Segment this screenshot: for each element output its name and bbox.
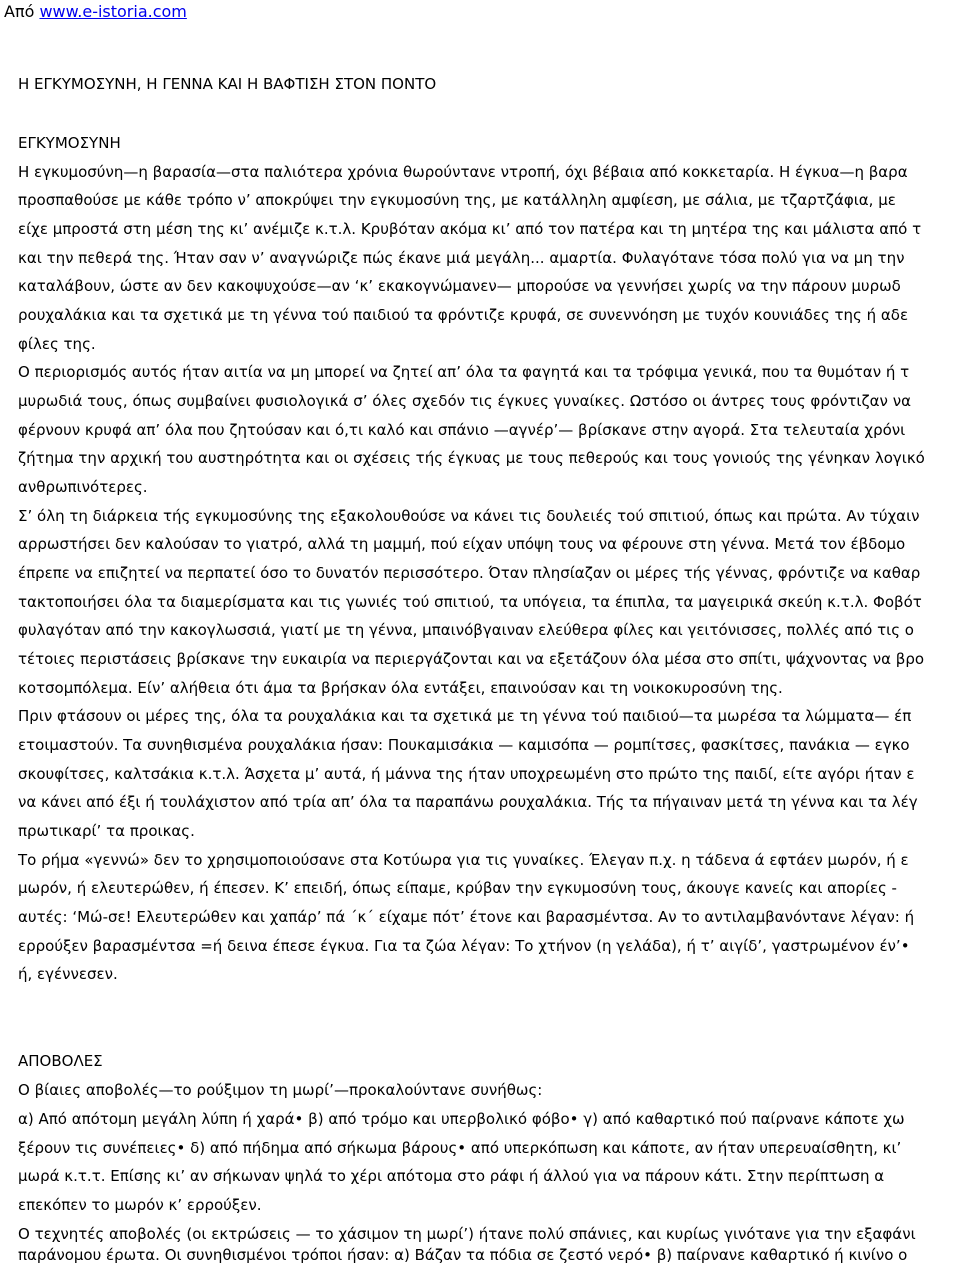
text-line: αρρωστήσει δεν καλούσαν το γιατρό, αλλά τη μαμμή, πού είχαν υπόψη τους να φέρουνε στη γέννα. Μετά τον έβδομο — [18, 535, 906, 553]
text-line: Η εγκυμοσύνη—η βαρασία—στα παλιότερα χρόνια θωρούντανε ντροπή, όχι βέβαια από κοκκεταρία. Η έγκυα—η βαρα — [18, 163, 908, 181]
text-line: Το ρήμα «γεννώ» δεν το χρησιμοποιούσανε στα Κοτύωρα για τις γυναίκες. Έλεγαν π.χ. η τάδενα ά εφτάεν μωρόν, ή ε — [18, 851, 909, 869]
text-line: ξέρουν τις συνέπειες• δ) από πήδημα από σήκωμα βάρους• από υπερκόπωση και κάποτε, αν ήταν υπερευαίσθητη, κι’ — [18, 1139, 902, 1157]
text-line: τέτοιες περιστάσεις βρίσκανε την ευκαιρία να περιεργάζονται και να εξετάζουν όλα μέσα στο σπίτι, ψάχνοντας να βρο — [18, 650, 925, 668]
text-line: να κάνει από έξι ή τουλάχιστον από τρία απ’ όλα τα παραπάνω ρουχαλάκια. Τής τα πήγαιναν μετά τη γέννα και τα λέγ — [18, 793, 918, 811]
text-line: ανθρωπινότερες. — [18, 478, 148, 496]
text-line: φέρνουν κρυφά απ’ όλα που ζητούσαν και ό,τι καλό και σπάνιο —αγνέρ’— βρίσκανε στην αγορά. Στα τελευταία χρόνι — [18, 421, 906, 439]
section-heading-pregnancy: ΕΓΚΥΜΟΣΥΝΗ — [18, 134, 121, 152]
text-line: αυτές: ‘Μώ-σε! Ελευτερώθεν και χαπάρ’ πά ΄κ΄ είχαμε πότ’ έτονε και βαρασμέντσα. Αν το αντιλαμβανόντανε λέγαν: ή — [18, 908, 915, 926]
text-line: μωρά κ.τ.τ. Επίσης κι’ αν σήκωναν ψηλά το χέρι απότομα στο ράφι ή άλλού για να πάρουν κάτι. Στην περίπτωση α — [18, 1167, 885, 1185]
source-link[interactable]: www.e-istoria.com — [39, 2, 187, 21]
text-line: καταλάβουν, ώστε αν δεν κακοψυχούσε—αν ‘κ’ εκακογνώμανεν— μπορούσε να γεννήσει χωρίς να την πάρουν μυρωδ — [18, 277, 901, 295]
text-line: και την πεθερά της. Ήταν σαν ν’ αναγνώριζε πώς έκανε μιά μεγάλη... αμαρτία. Φυλαγότανε τόσα πολύ για να μη την — [18, 249, 905, 267]
text-line: προσπαθούσε με κάθε τρόπο ν’ αποκρύψει την εγκυμοσύνη της, με κατάλληλη αμφίεση, με σάλια, με τζαρτζάφια, με — [18, 191, 896, 209]
text-line: Σ’ όλη τη διάρκεια τής εγκυμοσύνης της εξακολουθούσε να κάνει τις δουλειές τού σπιτιού, όπως και πρώτα. Αν τύχαιν — [18, 507, 920, 525]
text-line: παράνομου έρωτα. Οι συνηθισμένοι τρόποι ήσαν: α) Βάζαν τα πόδια σε ζεστό νερό• β) παίρνανε καθαρτικό ή κινίνο ο — [18, 1246, 908, 1264]
text-line: ζήτημα την αρχική του αυστηρότητα και οι σχέσεις τής έγκυας με τους πεθερούς και τους γονιούς της γένηκαν λογικό — [18, 449, 925, 467]
source-prefix: Από — [4, 2, 35, 21]
text-line: τακτοποιήσει όλα τα διαμερίσματα και τις γωνιές τού σπιτιού, τα υπόγεια, τα έπιπλα, τα μαγειρικά σκεύη κ.τ.λ. Φοβότ — [18, 593, 922, 611]
text-line: Ο περιορισμός αυτός ήταν αιτία να μη μπορεί να ζητεί απ’ όλα τα φαγητά και τα τρόφιμα γενικά, που τα θυμόταν ή τ — [18, 363, 910, 381]
section-heading-miscarriages: ΑΠΟΒΟΛΕΣ — [18, 1052, 103, 1070]
document-title: Η ΕΓΚΥΜΟΣΥΝΗ, Η ΓΕΝΝΑ ΚΑΙ Η ΒΑΦΤΙΣΗ ΣΤΟΝ ΠΟΝΤΟ — [18, 75, 437, 93]
text-line: φυλαγόταν από την κακογλωσσιά, γιατί με τη γέννα, μπαινόβγαιναν ελεύθερα φίλες και γειτόνισσες, πολλές από τις ο — [18, 621, 914, 639]
text-line: κοτσομπόλεμα. Είν’ αλήθεια ότι άμα τα βρήσκαν όλα εντάξει, επαινούσαν και τη νοικοκυροσύνη της. — [18, 679, 783, 697]
text-line: σκουφίτσες, καλτσάκια κ.τ.λ. Άσχετα μ’ αυτά, ή μάννα της ήταν υποχρεωμένη στο πρώτο της παιδί, είτε αγόρι ήταν ε — [18, 765, 915, 783]
text-line: επεκόπεν το μωρόν κ’ ερρούξεν. — [18, 1196, 262, 1214]
source-attribution — [4, 2, 187, 22]
text-line: Πριν φτάσουν οι μέρες της, όλα τα ρουχαλάκια και τα σχετικά με τη γέννα τού παιδιού—τα μωρέσα τα λώμματα— έπ — [18, 707, 912, 725]
text-line: είχε μπροστά στη μέση της κι’ ανέμιζε κ.τ.λ. Κρυβόταν ακόμα κι’ από τον πατέρα και τη μητέρα της και μάλιστα από τ — [18, 220, 922, 238]
text-line: Ο βίαιες αποβολές—το ρούξιμον τη μωρί’—προκαλούντανε συνήθως: — [18, 1081, 543, 1099]
text-line: ετοιμαστούν. Τα συνηθισμένα ρουχαλάκια ήσαν: Πουκαμισάκια — καμισόπα — ρομπίτσες, φασκίτσες, πανάκια — εγκο — [18, 736, 910, 754]
text-line: φίλες της. — [18, 335, 96, 353]
text-line: ή, εγέννεσεν. — [18, 965, 118, 983]
text-line: ερρούξεν βαρασμέντσα =ή δεινα έπεσε έγκυα. Για τα ζώα λέγαν: Το χτήνον (η γελάδα), ή τ’ αιγίδ’, γαστρωμένον έν’• — [18, 937, 910, 955]
text-line: μωρόν, ή ελευτερώθεν, ή έπεσεν. Κ’ επειδή, όπως είπαμε, κρύβαν την εγκυμοσύνη τους, άκουγε κανείς και απορίες - — [18, 879, 897, 897]
text-line: α) Από απότομη μεγάλη λύπη ή χαρά• β) από τρόμο και υπερβολικό φόβο• γ) από καθαρτικό πού παίρνανε κάποτε χω — [18, 1110, 905, 1128]
text-line: μυρωδιά τους, όπως συμβαίνει φυσιολογικά σ’ όλες σχεδόν τις έγκυες γυναίκες. Ωστόσο οι άντρες τους φρόντιζαν να — [18, 392, 911, 410]
text-line: πρωτικαρί’ τα προικας. — [18, 822, 195, 840]
text-line: ρουχαλάκια και τα σχετικά με τη γέννα τού παιδιού τα φρόντιζε κρυφά, σε συνεννόηση με τυχόν κουνιάδες της ή αδε — [18, 306, 909, 324]
text-line: έπρεπε να επιζητεί να περπατεί όσο το δυνατόν περισσότερο. Όταν πλησίαζαν οι μέρες τής γέννας, φρόντιζε να καθαρ — [18, 564, 921, 582]
text-line: Ο τεχνητές αποβολές (οι εκτρώσεις — το χάσιμον τη μωρί’) ήτανε πολύ σπάνιες, και κυρίως γινότανε για την εξαφάνι — [18, 1225, 916, 1243]
